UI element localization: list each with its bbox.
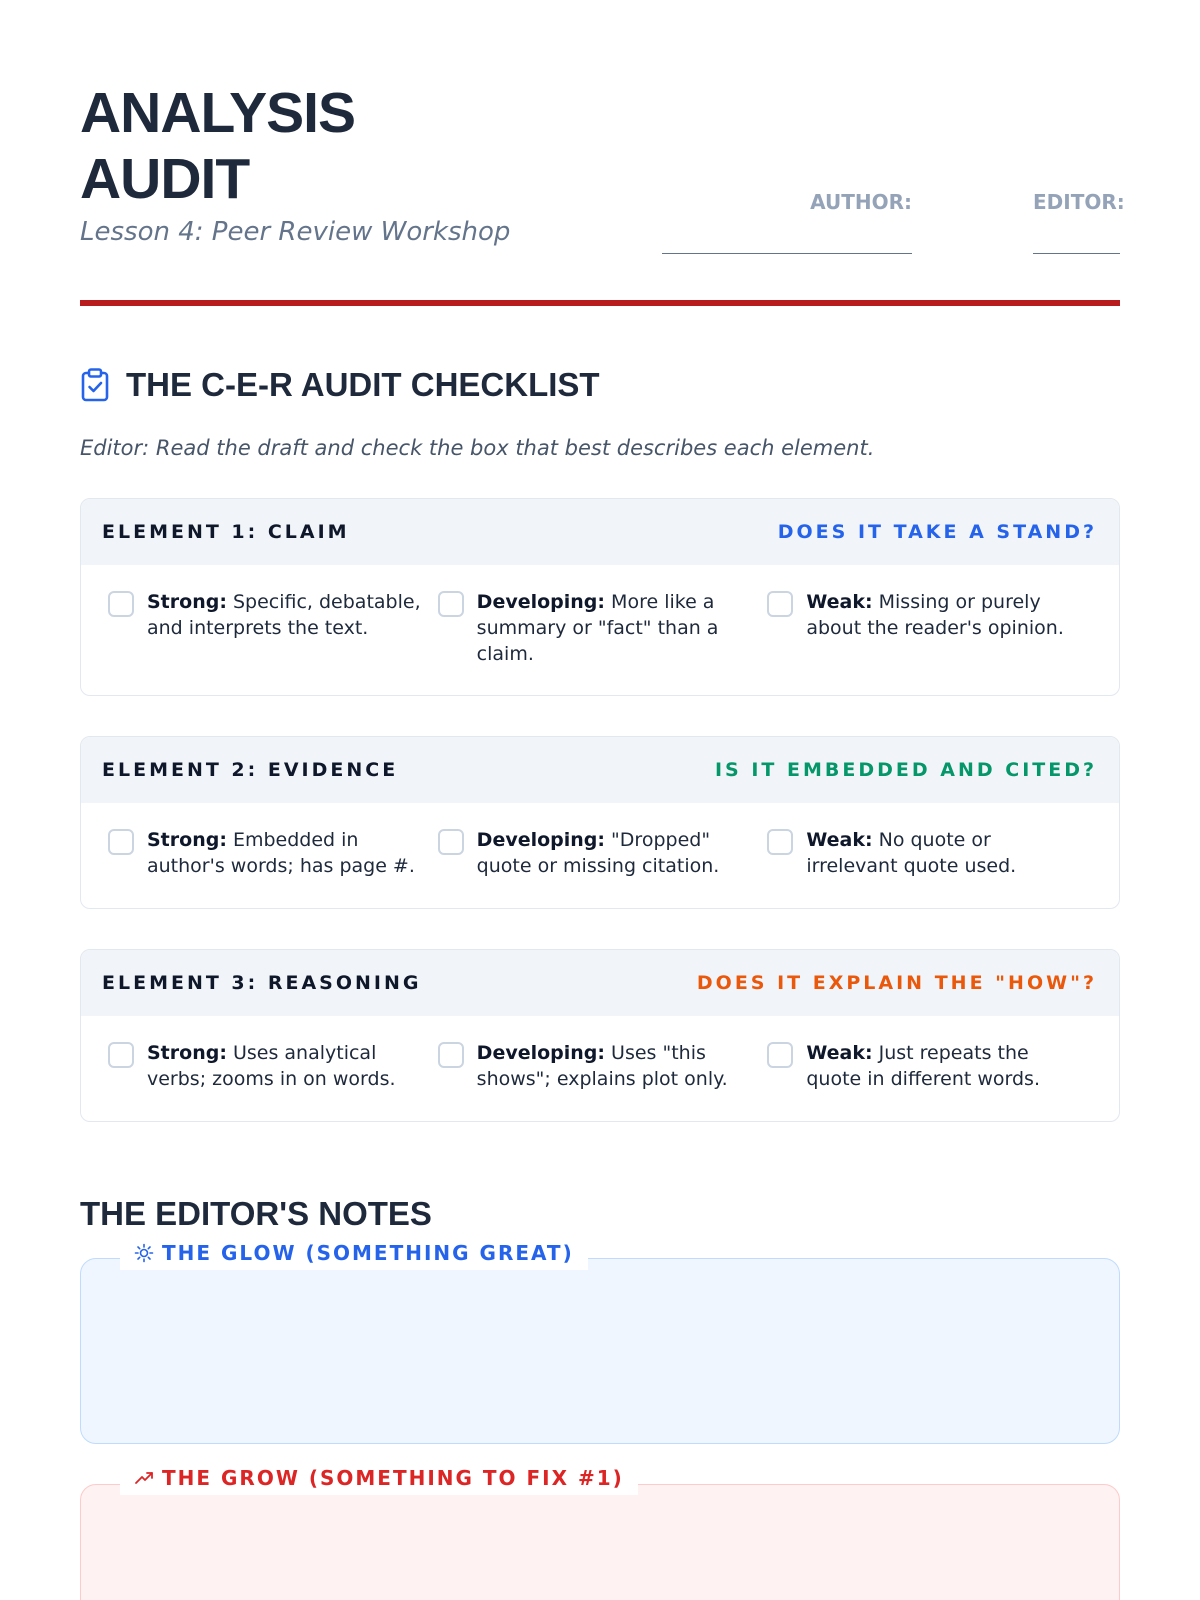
- element-card-header: [81, 737, 1119, 803]
- element-card-evidence: [80, 736, 1120, 909]
- element-options: [81, 1016, 1119, 1092]
- checkbox[interactable]: [767, 829, 793, 855]
- option-text: Developing: "Dropped" quote or missing citation.: [476, 829, 720, 877]
- option-developing[interactable]: [438, 1040, 768, 1092]
- option-text: Weak: Just repeats the quote in different words.: [806, 1042, 1040, 1090]
- option-strong[interactable]: [108, 1040, 438, 1092]
- title-line-2: AUDIT: [80, 147, 250, 211]
- element-options: [81, 565, 1119, 667]
- option-weak[interactable]: [767, 589, 1097, 667]
- element-card-claim: [80, 498, 1120, 696]
- header-divider: [80, 300, 1120, 306]
- option-developing[interactable]: [438, 589, 768, 667]
- element-question: DOES IT TAKE A STAND?: [777, 521, 1097, 543]
- glow-label: [120, 1236, 588, 1270]
- checkbox[interactable]: [108, 829, 134, 855]
- option-text: Strong: Uses analytical verbs; zooms in on words.: [147, 1042, 396, 1090]
- element-label: ELEMENT 3: REASONING: [102, 972, 422, 994]
- glow-note-box[interactable]: [80, 1258, 1120, 1444]
- checkbox[interactable]: [438, 1042, 464, 1068]
- option-text: Developing: Uses "this shows"; explains plot only.: [476, 1042, 728, 1090]
- option-text: Strong: Specific, debatable, and interprets the text.: [147, 591, 421, 639]
- checkbox[interactable]: [438, 591, 464, 617]
- trending-up-icon: [134, 1468, 154, 1488]
- option-weak[interactable]: [767, 1040, 1097, 1092]
- author-blank-line[interactable]: [662, 214, 912, 254]
- author-field[interactable]: [662, 190, 912, 254]
- option-text: Weak: Missing or purely about the reader's opinion.: [806, 591, 1064, 639]
- checkbox[interactable]: [108, 1042, 134, 1068]
- element-question: IS IT EMBEDDED AND CITED?: [714, 759, 1097, 781]
- option-text: Developing: More like a summary or "fact" than a claim.: [476, 591, 719, 665]
- element-card-reasoning: [80, 949, 1120, 1122]
- editor-blank-line[interactable]: [1033, 214, 1120, 254]
- option-developing[interactable]: [438, 827, 768, 879]
- title-line-1: ANALYSIS: [80, 81, 355, 145]
- page-title: [80, 80, 355, 212]
- grow-note-box[interactable]: [80, 1484, 1120, 1600]
- sun-icon: [134, 1243, 154, 1263]
- checkbox[interactable]: [108, 591, 134, 617]
- option-weak[interactable]: [767, 827, 1097, 879]
- header: [80, 80, 1125, 302]
- lesson-subtitle: Lesson 4: Peer Review Workshop: [80, 217, 511, 247]
- element-question: DOES IT EXPLAIN THE "HOW"?: [696, 972, 1097, 994]
- checklist-instruction: Editor: Read the draft and check the box that best describes each element.: [80, 436, 875, 460]
- option-strong[interactable]: [108, 589, 438, 667]
- element-options: [81, 803, 1119, 879]
- notes-title: THE EDITOR'S NOTES: [80, 1195, 432, 1232]
- option-strong[interactable]: [108, 827, 438, 879]
- grow-label-text: THE GROW (SOMETHING TO FIX #1): [162, 1466, 624, 1490]
- grow-label: [120, 1461, 638, 1495]
- element-card-header: [81, 499, 1119, 565]
- author-label: AUTHOR:: [810, 190, 912, 214]
- checklist-title: THE C-E-R AUDIT CHECKLIST: [126, 366, 600, 403]
- editor-field[interactable]: [1033, 190, 1125, 254]
- option-text: Weak: No quote or irrelevant quote used.: [806, 829, 1017, 877]
- checkbox[interactable]: [767, 591, 793, 617]
- checkbox[interactable]: [438, 829, 464, 855]
- checkbox[interactable]: [767, 1042, 793, 1068]
- element-label: ELEMENT 2: EVIDENCE: [102, 759, 399, 781]
- editor-label: EDITOR:: [1033, 190, 1125, 214]
- worksheet-page: [80, 0, 1125, 1600]
- glow-label-text: THE GLOW (SOMETHING GREAT): [162, 1241, 574, 1265]
- element-card-header: [81, 950, 1119, 1016]
- element-label: ELEMENT 1: CLAIM: [102, 521, 350, 543]
- option-text: Strong: Embedded in author's words; has page #.: [147, 829, 415, 877]
- checklist-heading: [80, 365, 600, 405]
- clipboard-check-icon: [80, 368, 110, 402]
